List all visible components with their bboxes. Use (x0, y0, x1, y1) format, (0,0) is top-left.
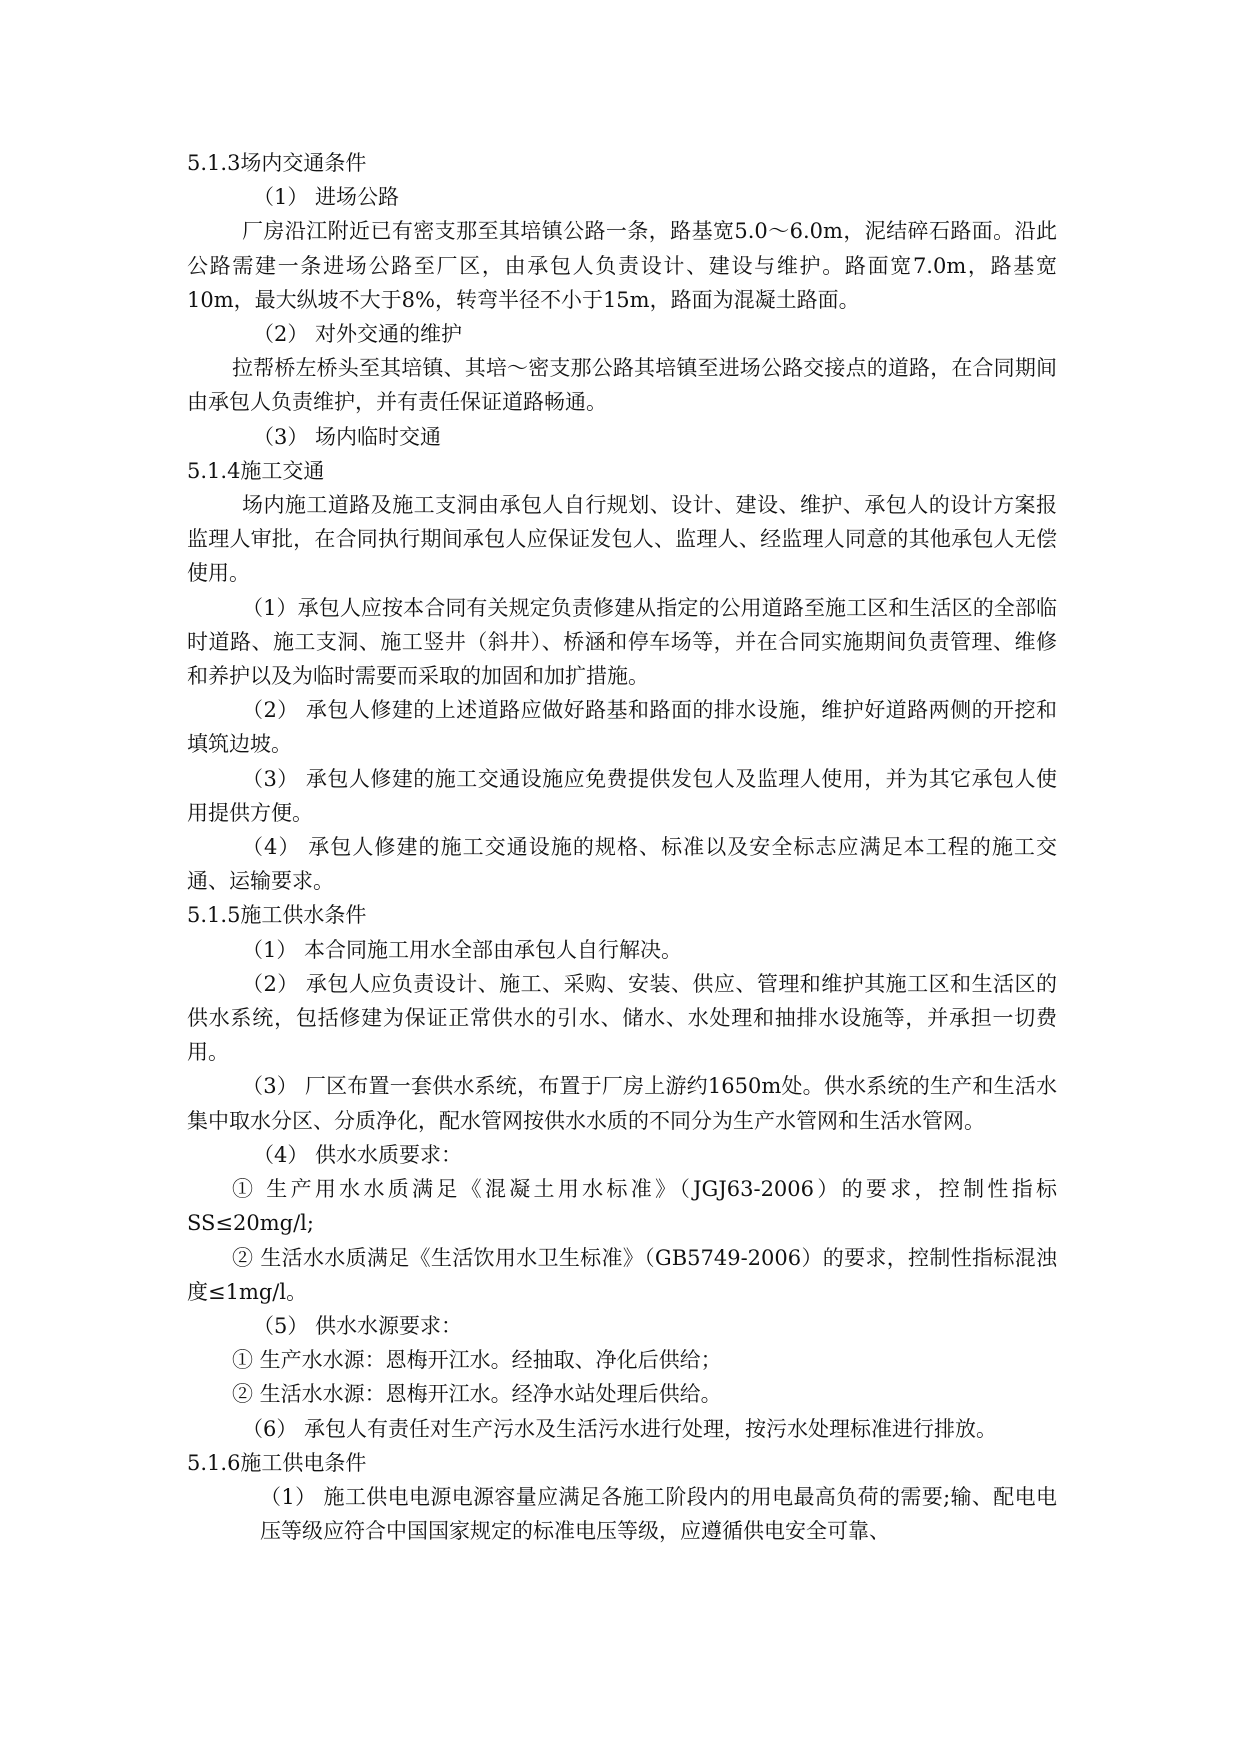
paragraph-construction-roads: 场内施工道路及施工支洞由承包人自行规划、设计、建设、维护、承包人的设计方案报监理人审批，在合同执行期间承包人应保证发包人、监理人、经监理人同意的其他承包人无偿使用。 (187, 493, 1057, 586)
paragraph-domestic-water-quality: ② 生活水水质满足《生活饮用水卫生标准》（GB5749-2006）的要求，控制性指标混浊度≤1mg/l。 (187, 1245, 1057, 1304)
item-heading-site-temporary-traffic: （3） 场内临时交通 (253, 424, 442, 449)
paragraph-power-item-1: （1） 施工供电电源电源容量应满足各施工阶段内的用电最高负荷的需要;输、配电电压等级应符合中国国家规定的标准电压等级，应遵循供电安全可靠、 (260, 1484, 1057, 1544)
item-heading-water-source: （5） 供水水源要求： (253, 1313, 463, 1338)
section-heading-5-1-3: 5.1.3场内交通条件 (187, 151, 367, 175)
paragraph-water-item-3: （3） 厂区布置一套供水系统，布置于厂房上游约1650m处。供水系统的生产和生活水集中取水分区、分质净化，配水管网按供水水质的不同分为生产水管网和生活水管网。 (187, 1074, 1057, 1133)
paragraph-traffic-item-1: （1）承包人应按本合同有关规定负责修建从指定的公用道路至施工区和生活区的全部临时道路、施工支洞、施工竖井（斜井）、桥涵和停车场等，并在合同实施期间负责管理、维修和养护以及为临时需要而采取的加固和加扩措施。 (187, 595, 1057, 689)
paragraph-production-water-source: ① 生产水水源：恩梅开江水。经抽取、净化后供给； (232, 1348, 722, 1373)
paragraph-water-item-1: （1） 本合同施工用水全部由承包人自行解决。 (242, 937, 683, 962)
paragraph-external-traffic: 拉帮桥左桥头至其培镇、其培～密支那公路其培镇至进场公路交接点的道路，在合同期间由承包人负责维护，并有责任保证道路畅通。 (187, 356, 1057, 415)
item-heading-access-road: （1） 进场公路 (253, 185, 400, 210)
item-heading-external-traffic: （2） 对外交通的维护 (253, 322, 463, 347)
paragraph-traffic-item-3: （3） 承包人修建的施工交通设施应免费提供发包人及监理人使用，并为其它承包人使用提供方便。 (187, 766, 1057, 825)
paragraph-access-road: 厂房沿江附近已有密支那至其培镇公路一条，路基宽5.0～6.0m，泥结碎石路面。沿此公路需建一条进场公路至厂区，由承包人负责设计、建设与维护。路面宽7.0m，路基宽10m，最大纵坡不大于8%，转弯半径不小于15m，路面为混凝土路面。 (187, 219, 1057, 312)
section-heading-5-1-6: 5.1.6施工供电条件 (187, 1450, 367, 1475)
paragraph-wastewater: （6） 承包人有责任对生产污水及生活污水进行处理，按污水处理标准进行排放。 (242, 1416, 998, 1441)
section-heading-5-1-4: 5.1.4施工交通 (187, 458, 325, 483)
document-page (187, 146, 1057, 1548)
paragraph-domestic-water-source: ② 生活水水源：恩梅开江水。经净水站处理后供给。 (232, 1382, 722, 1407)
paragraph-water-item-2: （2） 承包人应负责设计、施工、采购、安装、供应、管理和维护其施工区和生活区的供水系统，包括修建为保证正常供水的引水、储水、水处理和抽排水设施等，并承担一切费用。 (187, 971, 1057, 1065)
section-heading-5-1-5: 5.1.5施工供水条件 (187, 903, 367, 928)
paragraph-traffic-item-4: （4） 承包人修建的施工交通设施的规格、标准以及安全标志应满足本工程的施工交通、运输要求。 (187, 835, 1057, 894)
paragraph-production-water-quality: ① 生产用水水质满足《混凝土用水标准》（JGJ63-2006）的要求，控制性指标SS≤20mg/l; (187, 1177, 1057, 1236)
paragraph-traffic-item-2: （2） 承包人修建的上述道路应做好路基和路面的排水设施，维护好道路两侧的开挖和填筑边坡。 (187, 698, 1057, 757)
item-heading-water-quality: （4） 供水水质要求： (253, 1142, 463, 1167)
